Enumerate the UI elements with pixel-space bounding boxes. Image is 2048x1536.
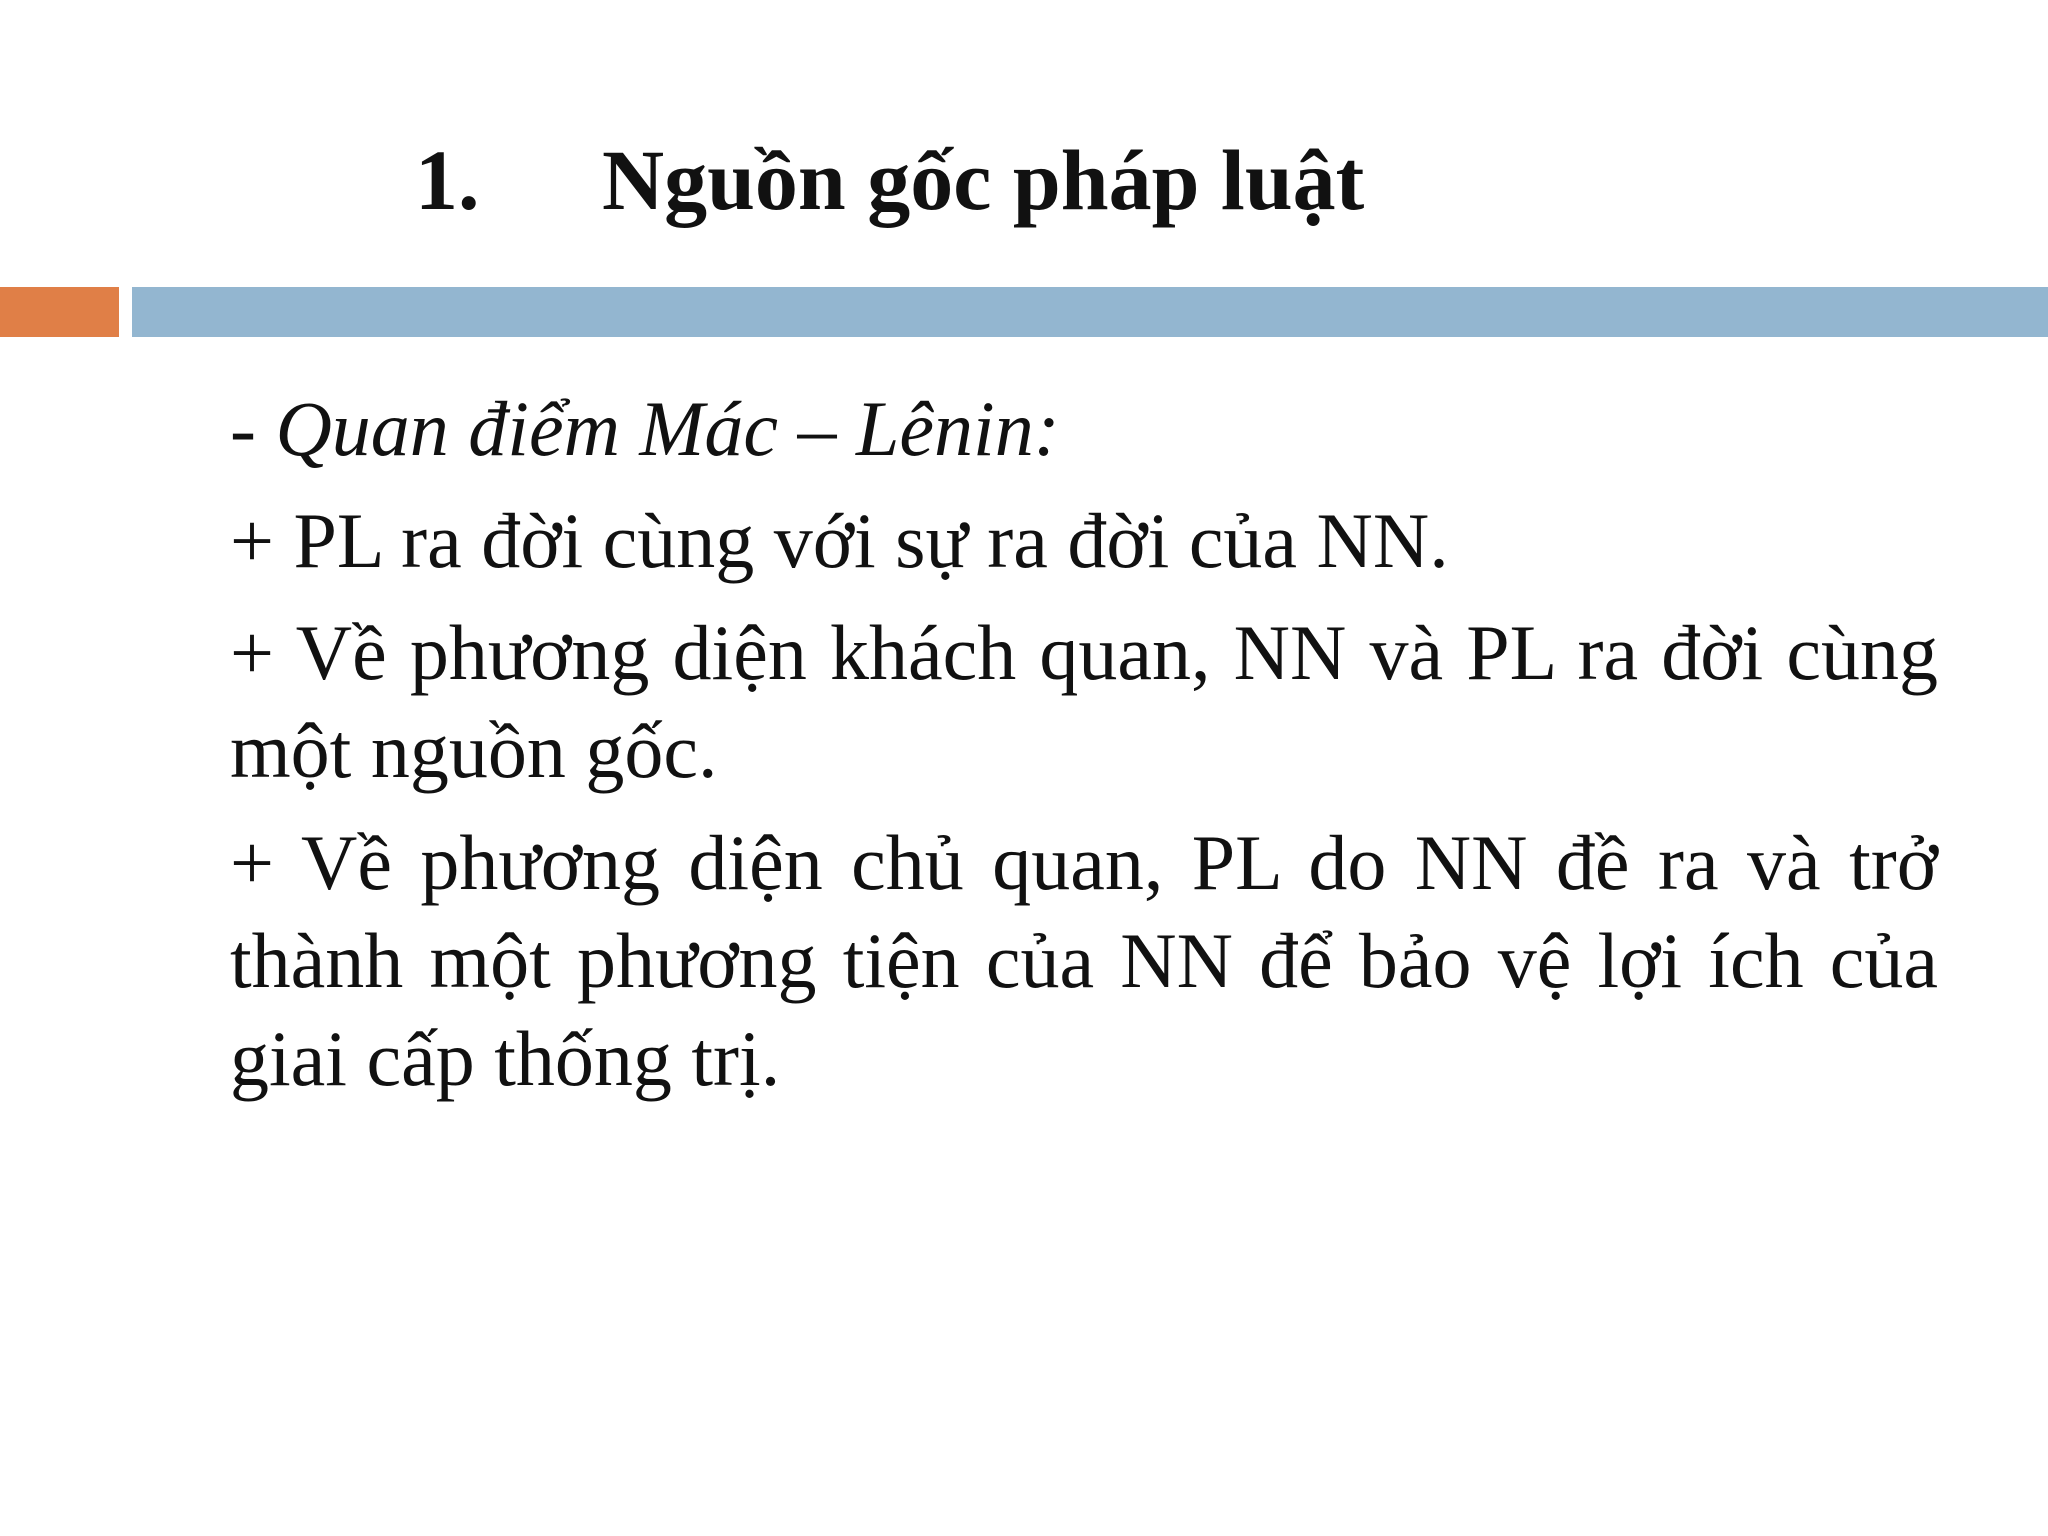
slide-title — [415, 120, 1364, 240]
title-number: 1. — [415, 132, 480, 228]
accent-bar-blue — [132, 287, 2048, 337]
body-point-2: + Về phương diện khách quan, NN và PL ra đời cùng một nguồn gốc. — [230, 609, 1938, 794]
accent-bar-orange — [0, 287, 119, 337]
body-point-1: + PL ra đời cùng với sự ra đời của NN. — [230, 497, 1449, 584]
body-heading: - Quan điểm Mác – Lênin: — [230, 385, 1060, 472]
title-text: Nguồn gốc pháp luật — [602, 132, 1365, 228]
body-point-3: + Về phương diện chủ quan, PL do NN đề ra và trở thành một phương tiện của NN để bảo vệ lợi ích của giai cấp thống trị. — [230, 819, 1938, 1102]
slide-body — [230, 380, 1938, 1122]
